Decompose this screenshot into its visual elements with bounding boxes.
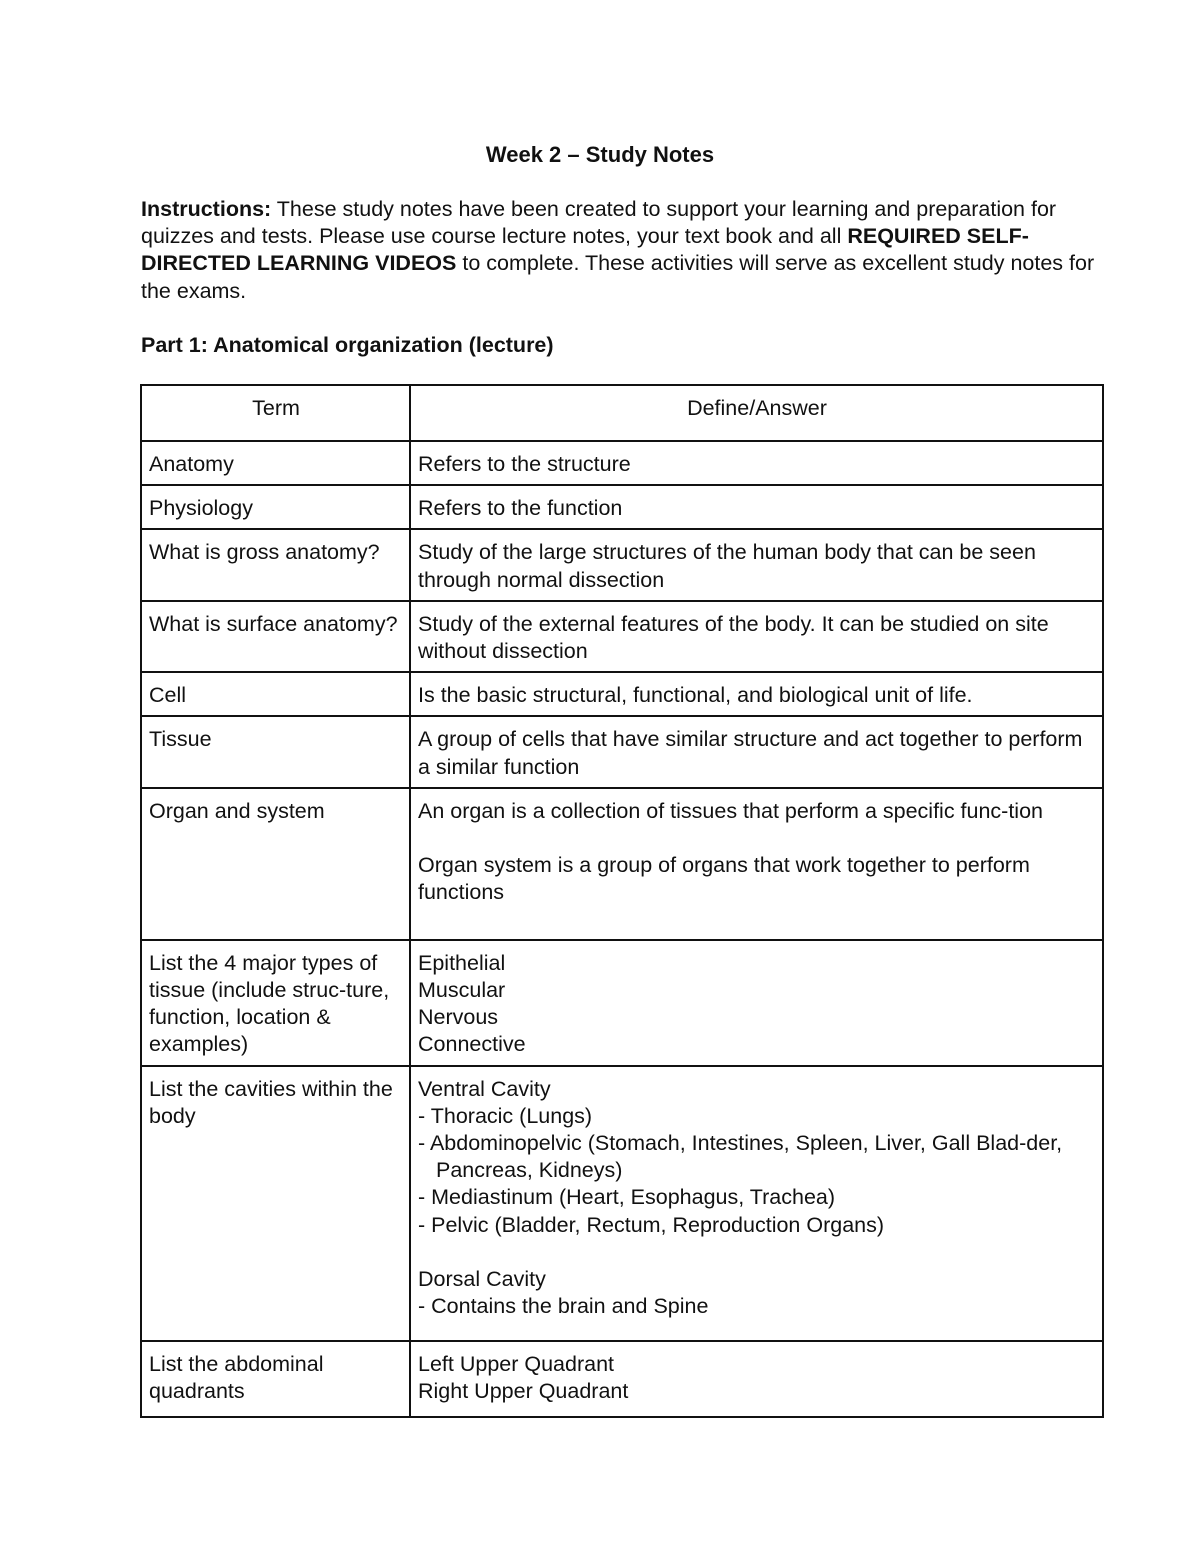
table-row <box>141 1341 1103 1417</box>
answer-cell: A group of cells that have similar structure and act together to perform a similar function <box>410 716 1103 787</box>
term-cell: List the 4 major types of tissue (include struc-ture, function, location & examples) <box>141 940 410 1066</box>
cavity-item: - Mediastinum (Heart, Esophagus, Trachea) <box>418 1185 836 1210</box>
cavity-item: - Pelvic (Bladder, Rectum, Reproduction Organs) <box>418 1212 885 1237</box>
term-cell: List the abdominal quadrants <box>141 1341 410 1417</box>
cavity-item: - Thoracic (Lungs) <box>418 1103 593 1128</box>
term-cell: Cell <box>141 672 410 716</box>
answer-cell <box>410 1066 1103 1341</box>
term-cell: Physiology <box>141 485 410 529</box>
quadrant-item: Right Upper Quadrant <box>418 1378 629 1403</box>
instructions-label: Instructions: <box>141 197 272 221</box>
table-row <box>141 485 1103 529</box>
instructions-emphasis: REQUIRED SELF-DIRECTED LEARNING VIDEOS <box>141 224 1029 276</box>
header-term: Term <box>141 385 410 441</box>
organ-definition: An organ is a collection of tissues that perform a specific func-tion <box>418 798 1044 823</box>
table-row <box>141 672 1103 716</box>
table-row <box>141 788 1103 940</box>
table-row <box>141 716 1103 787</box>
term-cell: What is gross anatomy? <box>141 529 410 600</box>
spacer <box>418 825 1096 852</box>
table-row <box>141 1066 1103 1341</box>
dorsal-cavity-heading: Dorsal Cavity <box>418 1267 546 1292</box>
part1-heading: Part 1: Anatomical organization (lecture) <box>141 333 554 357</box>
term-cell: Tissue <box>141 716 410 787</box>
spacer <box>418 1239 1096 1266</box>
answer-cell: Study of the external features of the body. It can be studied on site without dissection <box>410 601 1103 672</box>
answer-cell: Study of the large structures of the human body that can be seen through normal dissection <box>410 529 1103 600</box>
term-cell: What is surface anatomy? <box>141 601 410 672</box>
table-row <box>141 940 1103 1066</box>
answer-cell <box>410 1341 1103 1417</box>
tissue-type: Nervous <box>418 1005 499 1030</box>
answer-cell: Refers to the function <box>410 485 1103 529</box>
term-cell: Organ and system <box>141 788 410 940</box>
quadrant-item: Left Upper Quadrant <box>418 1351 615 1376</box>
instructions-paragraph <box>141 196 1101 305</box>
header-answer: Define/Answer <box>410 385 1103 441</box>
tissue-type: Epithelial <box>418 950 506 975</box>
organ-system-definition: Organ system is a group of organs that work together to perform functions <box>418 853 1030 905</box>
tissue-type: Connective <box>418 1032 526 1057</box>
table-header-row <box>141 385 1103 441</box>
instructions-text-2: to complete. These activities will serve as excellent study notes for the exams. <box>141 251 1095 303</box>
cavity-item: - Contains the brain and Spine <box>418 1294 709 1319</box>
table-row <box>141 529 1103 600</box>
answer-cell <box>410 940 1103 1066</box>
cavity-item: - Abdominopelvic (Stomach, Intestines, Spleen, Liver, Gall Blad-der, Pancreas, Kidneys) <box>418 1131 1063 1183</box>
term-cell: List the cavities within the body <box>141 1066 410 1341</box>
instructions-text-1: These study notes have been created to support your learning and preparation for quizzes and tests. Please use course lecture notes, your text book and all <box>141 197 1057 249</box>
tissue-type: Muscular <box>418 978 506 1003</box>
table-row <box>141 441 1103 485</box>
ventral-cavity-heading: Ventral Cavity <box>418 1076 551 1101</box>
answer-cell: Is the basic structural, functional, and biological unit of life. <box>410 672 1103 716</box>
answer-cell: Refers to the structure <box>410 441 1103 485</box>
table-row <box>141 601 1103 672</box>
page-title: Week 2 – Study Notes <box>485 142 715 167</box>
study-notes-table <box>140 384 1104 1418</box>
answer-cell <box>410 788 1103 940</box>
term-cell: Anatomy <box>141 441 410 485</box>
